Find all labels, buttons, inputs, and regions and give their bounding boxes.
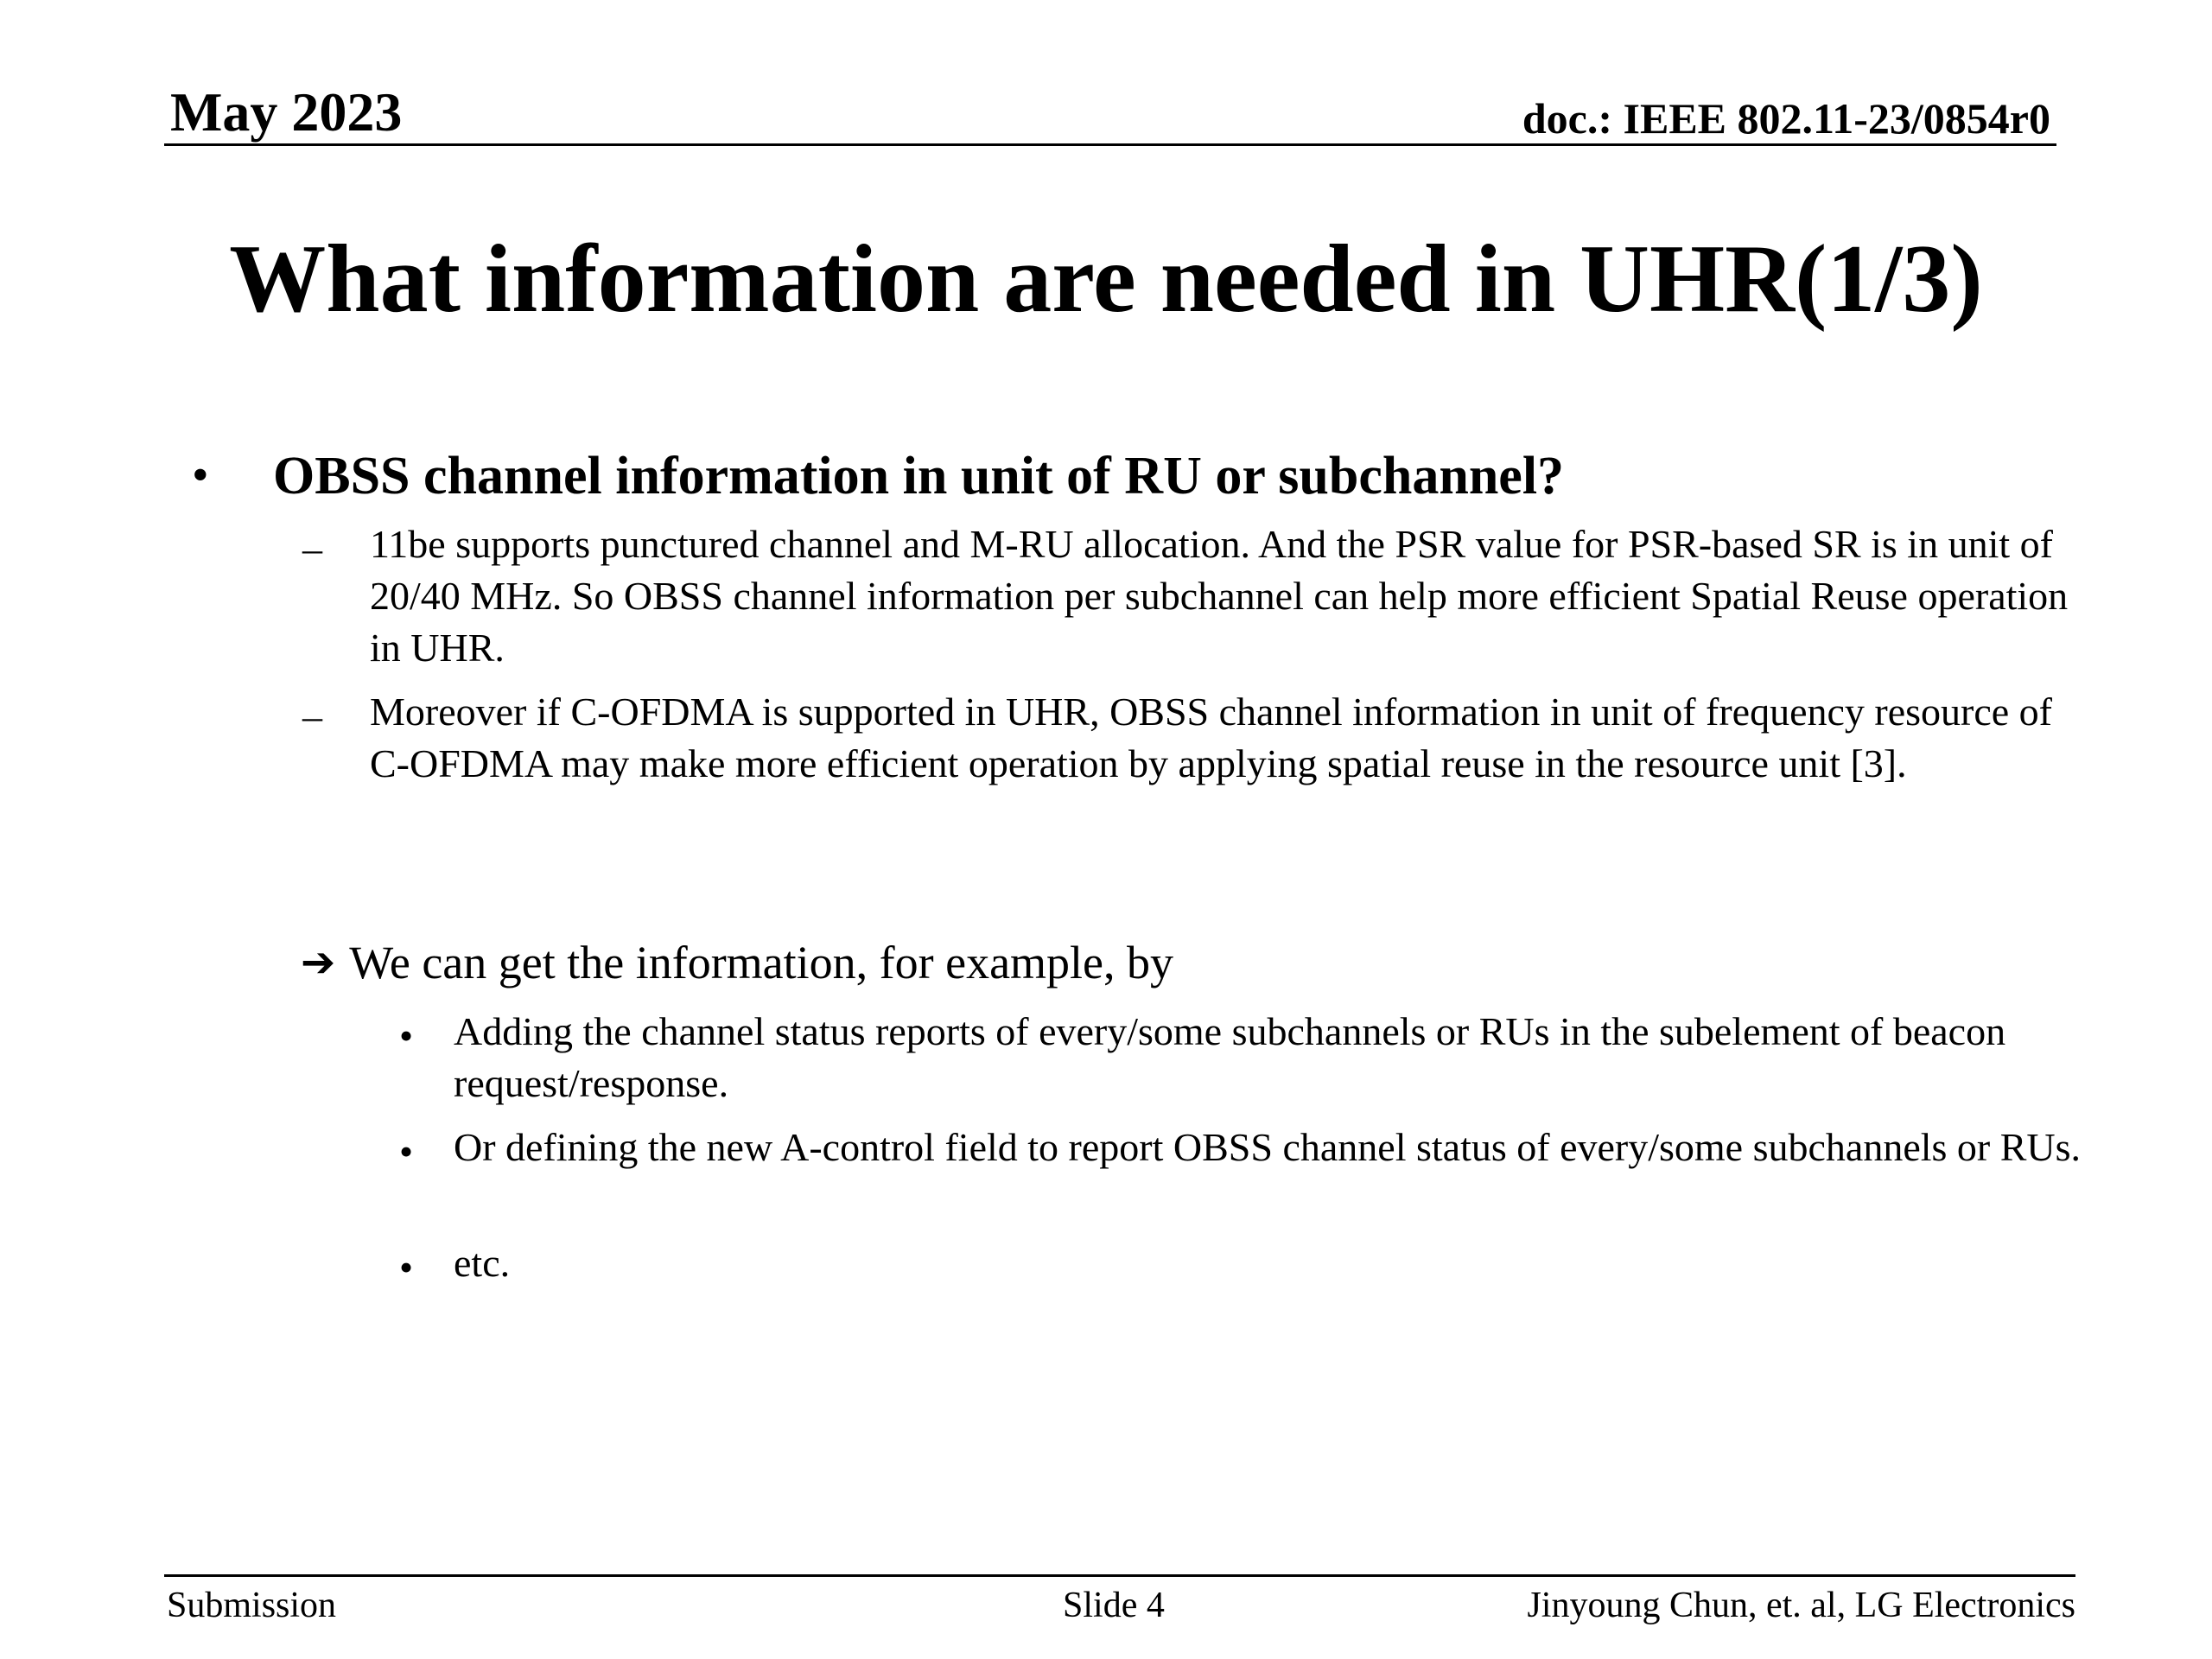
slide-title: What information are needed in UHR(1/3): [229, 226, 1983, 333]
bullet-marker: •: [192, 448, 209, 502]
header-doc-id: doc.: IEEE 802.11-23/0854r0: [1522, 94, 2050, 143]
conclusion-text: We can get the information, for example, by: [349, 937, 1174, 988]
bullet-marker: •: [399, 1014, 414, 1058]
footer-slide-number: Slide 4: [1063, 1586, 1165, 1625]
footer-divider: [164, 1574, 2075, 1577]
header-divider: [164, 143, 2056, 146]
conclusion-line: [301, 935, 2029, 991]
right-arrow-icon: ➔: [301, 938, 336, 987]
footer-submission: Submission: [167, 1586, 337, 1625]
bullet-marker: •: [399, 1245, 414, 1289]
sub-item-text: Moreover if C-OFDMA is supported in UHR, OBSS channel information in unit of frequency resource of C-OFDMA may make more efficient operation by applying spatial reuse in the resource unit [3].: [370, 690, 2053, 785]
bullet-heading: OBSS channel information in unit of RU or subchannel?: [273, 447, 1565, 505]
list-item: Or defining the new A-control field to report OBSS channel status of every/some subchannels or RUs.: [454, 1125, 2082, 1169]
list-item: etc.: [454, 1241, 511, 1285]
bullet-marker: •: [399, 1129, 414, 1173]
dash-marker: –: [302, 694, 322, 738]
dash-marker: –: [302, 526, 322, 570]
header-date: May 2023: [170, 81, 403, 143]
footer-author: Jinyoung Chun, et. al, LG Electronics: [1527, 1586, 2075, 1625]
list-item: Adding the channel status reports of every/some subchannels or RUs in the subelement of beacon request/response.: [454, 1009, 2006, 1105]
sub-item-text: 11be supports punctured channel and M-RU allocation. And the PSR value for PSR-based SR is in unit of 20/40 MHz. So OBSS channel information per subchannel can help more efficient Spatial Reuse operation in UHR.: [370, 522, 2069, 670]
